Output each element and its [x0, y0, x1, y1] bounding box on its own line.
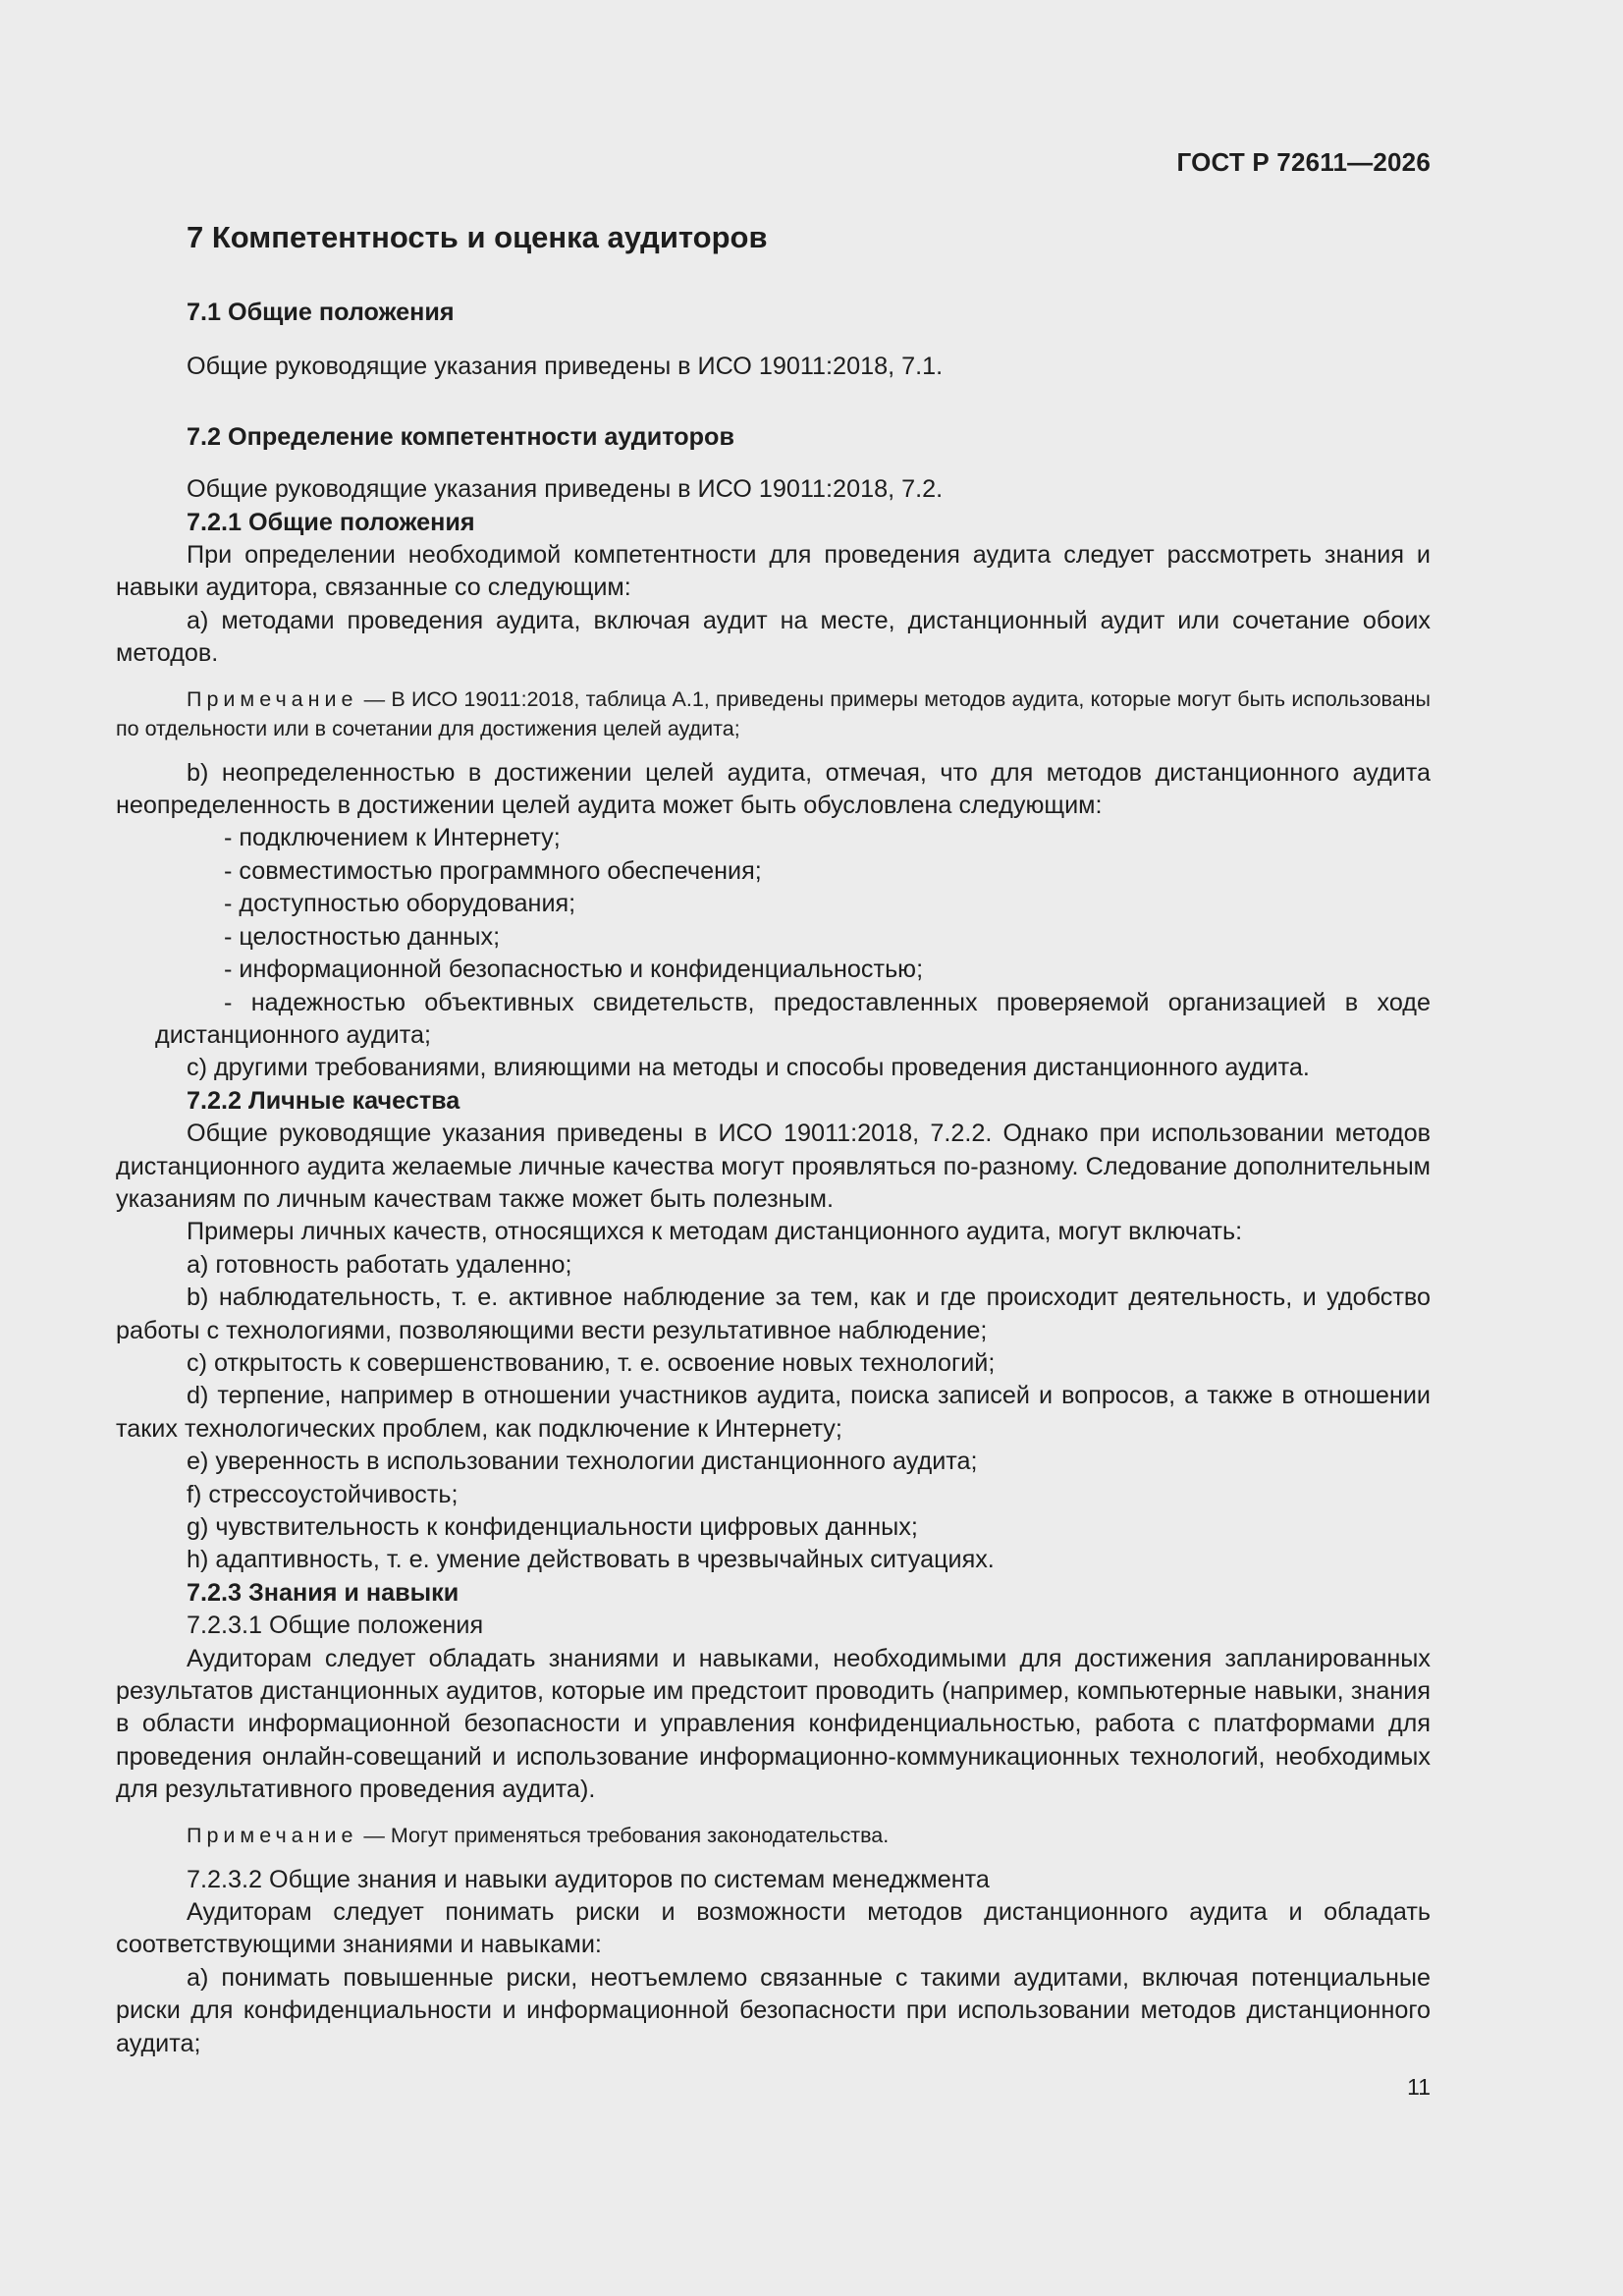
section-7-2-2-para1: Общие руководящие указания приведены в ИСО 19011:2018, 7.2.2. Однако при использовании методов дистанционного аудита желаемые личные качества могут проявляться по-разному. Следование дополнительным указаниям по личным качествам также может быть полезным.: [116, 1120, 1431, 1213]
page-content: [116, 218, 1431, 2060]
dash-item: - доступностью оборудования;: [224, 890, 576, 918]
section-7-2-3-2-item-a: a) понимать повышенные риски, неотъемлемо связанные с такими аудитами, включая потенциальные риски для конфиденциальности и информационной безопасности при использовании методов дистанционного аудита;: [116, 1963, 1431, 2057]
section-7-2-1-item-c: c) другими требованиями, влияющими на методы и способы проведения дистанционного аудита.: [187, 1054, 1310, 1082]
note-7-2-3-1: [116, 1821, 1431, 1850]
section-7-2-2-title: 7.2.2 Личные качества: [187, 1086, 460, 1115]
note-7-2-1: [116, 684, 1431, 743]
section-7-title: 7 Компетентность и оценка аудиторов: [187, 220, 768, 254]
quality-item: g) чувствительность к конфиденциальности цифровых данных;: [187, 1513, 918, 1541]
section-7-2-3-2-text: Аудиторам следует понимать риски и возможности методов дистанционного аудита и обладать соответствующими знаниями и навыками:: [116, 1898, 1431, 1959]
note-label: Примечание: [187, 686, 358, 711]
section-7-1-title: 7.1 Общие положения: [187, 299, 455, 326]
dash-item: - целостностью данных;: [224, 922, 501, 951]
section-7-2-1-title: 7.2.1 Общие положения: [187, 508, 475, 536]
section-7-2-3-1-text: Аудиторам следует обладать знаниями и навыками, необходимыми для достижения запланированных результатов дистанционных аудитов, которые им предстоит проводить (например, компьютерные навыки, знания в области информационной безопасности и управления конфиденциальностью, работа с платформами для проведения онлайн-совещаний и использование информационно-коммуникационных технологий, необходимых для результативного проведения аудита).: [116, 1644, 1431, 1804]
section-7-2-3-title: 7.2.3 Знания и навыки: [187, 1578, 460, 1607]
dash-item-last: - надежностью объективных свидетельств, предоставленных проверяемой организацией в ходе дистанционного аудита;: [155, 988, 1431, 1049]
section-7-2-1-intro: При определении необходимой компетентности для проведения аудита следует рассмотреть знания и навыки аудитора, связанные со следующим:: [116, 541, 1431, 602]
dash-item: - подключением к Интернету;: [224, 824, 561, 852]
page-number: 11: [1407, 2074, 1431, 2100]
section-7-2-text: Общие руководящие указания приведены в ИСО 19011:2018, 7.2.: [187, 475, 944, 504]
quality-item: a) готовность работать удаленно;: [187, 1250, 572, 1279]
section-7-2-2-para2: Примеры личных качеств, относящихся к методам дистанционного аудита, могут включать:: [187, 1218, 1243, 1246]
note-text: — Могут применяться требования законодательства.: [357, 1823, 890, 1847]
section-7-2-1-item-b: b) неопределенностью в достижении целей аудита, отмечая, что для методов дистанционного аудита неопределенность в достижении целей аудита может быть обусловлена следующим:: [116, 758, 1431, 820]
quality-item: h) адаптивность, т. е. умение действовать в чрезвычайных ситуациях.: [187, 1546, 995, 1574]
section-7-2-1-item-a: a) методами проведения аудита, включая аудит на месте, дистанционный аудит или сочетание обоих методов.: [116, 606, 1431, 668]
section-7-1-text: Общие руководящие указания приведены в ИСО 19011:2018, 7.1.: [187, 353, 944, 381]
note-text: — В ИСО 19011:2018, таблица А.1, приведены примеры методов аудита, которые могут быть использованы по отдельности или в сочетании для достижения целей аудита;: [116, 686, 1431, 740]
section-7-2-3-1-title: 7.2.3.1 Общие положения: [187, 1612, 484, 1640]
quality-item: e) уверенность в использовании технологии дистанционного аудита;: [187, 1448, 978, 1476]
quality-item: b) наблюдательность, т. е. активное наблюдение за тем, как и где происходит деятельность, и удобство работы с технологиями, позволяющими вести результативное наблюдение;: [116, 1284, 1431, 1344]
note-label: Примечание: [187, 1823, 358, 1847]
quality-item: f) стрессоустойчивость;: [187, 1480, 459, 1508]
standard-code: ГОСТ Р 72611—2026: [1176, 147, 1431, 177]
quality-item: d) терпение, например в отношении участников аудита, поиска записей и вопросов, а также в отношении таких технологических проблем, как подключение к Интернету;: [116, 1382, 1431, 1443]
dash-item: - совместимостью программного обеспечения;: [224, 856, 762, 885]
section-7-2-title: 7.2 Определение компетентности аудиторов: [187, 422, 734, 451]
section-7-2-3-2-title: 7.2.3.2 Общие знания и навыки аудиторов по системам менеджмента: [187, 1865, 990, 1893]
dash-item: - информационной безопасностью и конфиденциальностью;: [224, 956, 924, 984]
quality-item: c) открытость к совершенствованию, т. е. освоение новых технологий;: [187, 1348, 996, 1377]
